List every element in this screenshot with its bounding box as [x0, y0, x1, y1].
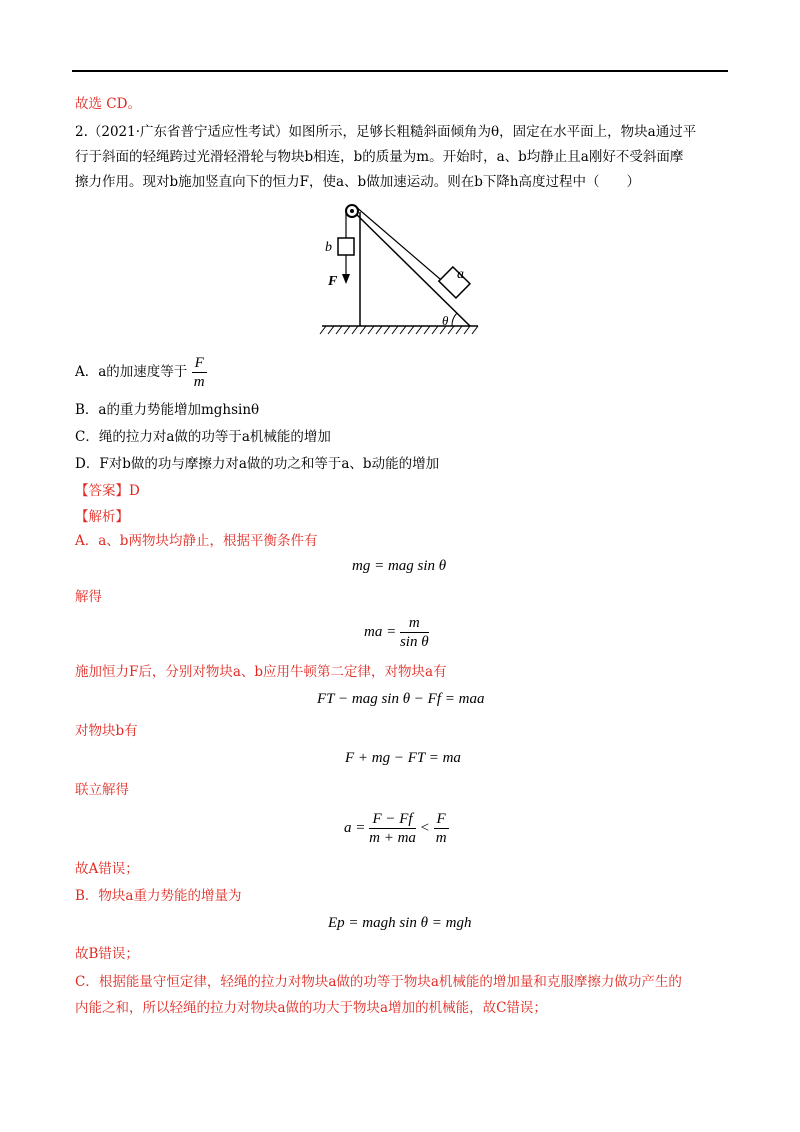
block-b — [338, 238, 354, 255]
force-arrowhead — [342, 274, 350, 284]
previous-answer: 故选 CD。 — [75, 96, 141, 112]
equation-2-left: ma = — [364, 624, 397, 640]
solve-label-1: 解得 — [75, 589, 102, 605]
question-line-1: 2.（2021·广东省普宁适应性考试）如图所示，足够长粗糙斜面倾角为θ，固定在水平面上，物块a通过平 — [75, 124, 697, 140]
answer-label: 【答案】D — [75, 483, 140, 499]
analysis-heading: 【解析】 — [75, 509, 129, 525]
equation-5-denominator-2: m — [435, 830, 447, 847]
solution-c-line-1: C．根据能量守恒定律，轻绳的拉力对物块a做的功等于物块a机械能的增加量和克服摩擦力做功产生的 — [75, 974, 682, 990]
equation-5-less-than: < — [419, 820, 430, 836]
option-a-fraction — [192, 354, 207, 391]
solve-label-2: 联立解得 — [75, 782, 129, 798]
pulley-axle — [350, 209, 354, 213]
header-rule — [72, 70, 728, 72]
equation-5-denominator-1: m + ma — [369, 830, 416, 847]
option-c: C．绳的拉力对a做的功等于a机械能的增加 — [75, 429, 331, 445]
equation-2-fraction — [400, 614, 429, 651]
question-line-2: 行于斜面的轻绳跨过光滑轻滑轮与物块b相连，b的质量为m。开始时，a、b均静止且a刚好不受斜面摩 — [75, 149, 684, 165]
equation-5-left: a = — [344, 820, 366, 836]
equation-2-denominator: sin θ — [399, 634, 429, 651]
option-a — [75, 354, 207, 388]
newton-intro: 施加恒力F后，分别对物块a、b应用牛顿第二定律，对物块a有 — [75, 664, 447, 680]
option-d: D．F对b做的功与摩擦力对a做的功之和等于a、b动能的增加 — [75, 456, 440, 472]
label-a: a — [457, 267, 464, 282]
solution-b-intro: B．物块a重力势能的增量为 — [75, 888, 242, 904]
incline-pulley-figure — [0, 198, 800, 338]
rope-to-a — [355, 206, 447, 285]
option-a-numerator: F — [192, 354, 207, 373]
label-theta: θ — [442, 313, 449, 328]
b-wrong: 故B错误； — [75, 946, 139, 962]
label-b: b — [325, 240, 332, 255]
solution-a-intro: A．a、b两物块均静止，根据平衡条件有 — [75, 533, 318, 549]
option-a-text: A．a的加速度等于 — [75, 364, 188, 380]
equation-1: mg = mag sin θ — [352, 558, 447, 574]
label-F: F — [328, 274, 338, 289]
equation-5-fraction-1 — [369, 810, 416, 847]
equation-3: FT − mag sin θ − Ff = maa — [317, 691, 485, 707]
question-line-3: 擦力作用。现对b施加竖直向下的恒力F，使a、b做加速运动。则在b下降h高度过程中（ ） — [75, 174, 641, 190]
equation-5-numerator-2: F — [434, 810, 449, 829]
ground-hatching — [320, 326, 478, 334]
angle-arc — [452, 313, 457, 326]
equation-6: Ep = magh sin θ = mgh — [328, 915, 472, 931]
equation-2-numerator: m — [400, 614, 429, 633]
equation-4: F + mg − FT = ma — [345, 750, 461, 766]
a-wrong: 故A错误； — [75, 861, 139, 877]
equation-5 — [344, 808, 449, 848]
equation-5-numerator-1: F − Ff — [369, 810, 416, 829]
block-b-intro: 对物块b有 — [75, 723, 138, 739]
option-a-denominator: m — [193, 374, 205, 390]
block-a — [439, 267, 470, 298]
equation-5-fraction-2 — [434, 810, 449, 847]
option-b: B．a的重力势能增加mghsinθ — [75, 402, 260, 418]
equation-2 — [364, 614, 429, 651]
solution-c-line-2: 内能之和，所以轻绳的拉力对物块a做的功大于物块a增加的机械能，故C错误； — [75, 1000, 547, 1016]
